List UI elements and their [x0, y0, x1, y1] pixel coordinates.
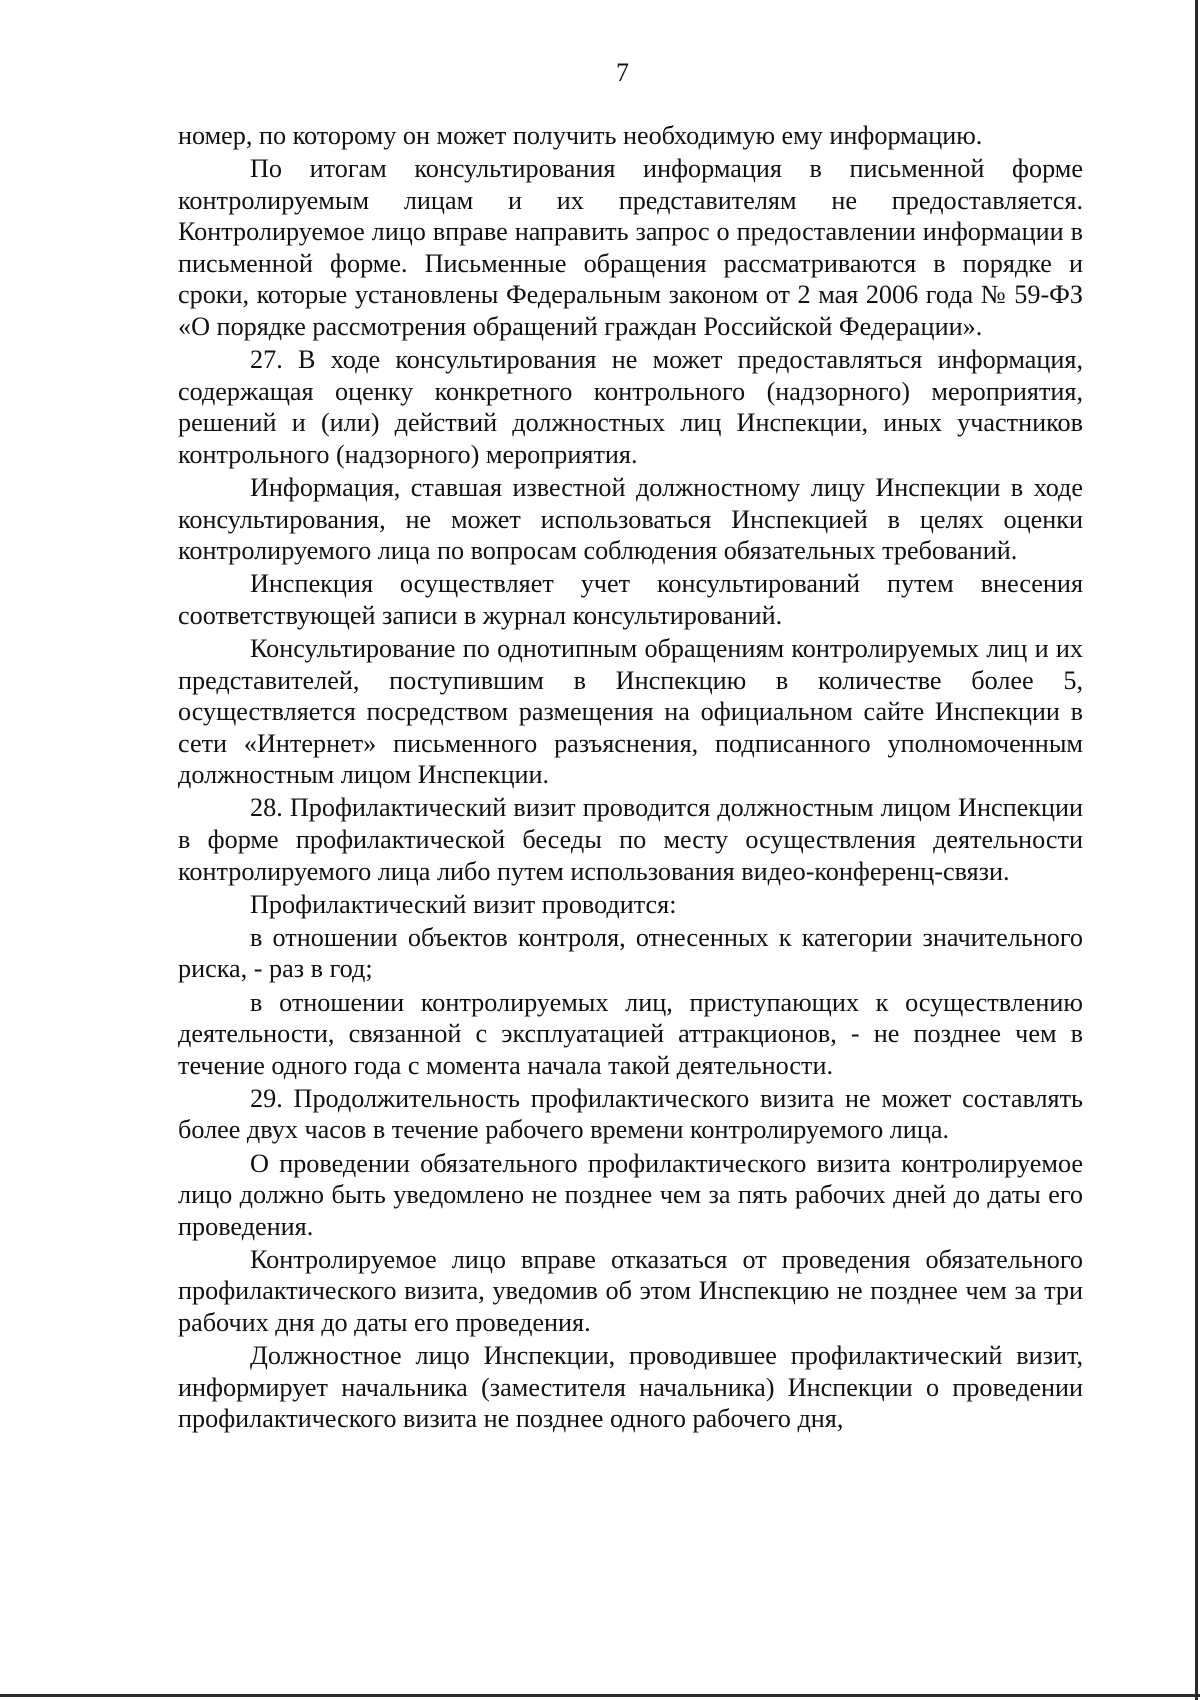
- paragraph-item-29: 29. Продолжительность профилактического визита не может составлять более двух часов в течение рабочего времени контролируемого лица.: [178, 1083, 1083, 1145]
- paragraph: По итогам консультирования информация в письменной форме контролируемым лицам и их представителям не предоставляется. Контролируемое лицо вправе направить запрос о предоставлении информации в письменной форме. Письменные обращения рассматриваются в порядке и сроки, которые установлены Федеральным законом от 2 мая 2006 года № 59-ФЗ «О порядке рассмотрения обращений граждан Российской Федерации».: [178, 154, 1083, 342]
- paragraph: Контролируемое лицо вправе отказаться от проведения обязательного профилактического визита, уведомив об этом Инспекцию не позднее чем за три рабочих дня до даты его проведения.: [178, 1244, 1083, 1337]
- scan-edge-right: [1195, 0, 1198, 1700]
- paragraph-item-27: 27. В ходе консультирования не может предоставляться информация, содержащая оценку конкретного контрольного (надзорного) мероприятия, решений и (или) действий должностных лиц Инспекции, иных участников контрольного (надзорного) мероприятия.: [178, 345, 1083, 469]
- paragraph: в отношении контролируемых лиц, приступающих к осуществлению деятельности, связанной с эксплуатацией аттракционов, - не позднее чем в течение одного года с момента начала такой деятельности.: [178, 987, 1083, 1080]
- paragraph: Консультирование по однотипным обращениям контролируемых лиц и их представителей, поступившим в Инспекцию в количестве более 5, осуществляется посредством размещения на официальном сайте Инспекции в сети «Интернет» письменного разъяснения, подписанного уполномоченным должностным лицом Инспекции.: [178, 634, 1083, 790]
- paragraph: в отношении объектов контроля, отнесенных к категории значительного риска, - раз в год;: [178, 922, 1083, 984]
- paragraph: Должностное лицо Инспекции, проводившее профилактический визит, информирует начальника (заместителя начальника) Инспекции о проведении профилактического визита не позднее одного рабочего дня,: [178, 1341, 1083, 1434]
- document-body: [178, 120, 1083, 1436]
- paragraph: Информация, ставшая известной должностному лицу Инспекции в ходе консультирования, не может использоваться Инспекцией в целях оценки контролируемого лица по вопросам соблюдения обязательных требований.: [178, 473, 1083, 566]
- paragraph-item-28: 28. Профилактический визит проводится должностным лицом Инспекции в форме профилактической беседы по месту осуществления деятельности контролируемого лица либо путем использования видео-конференц-связи.: [178, 793, 1083, 886]
- paragraph: Профилактический визит проводится:: [250, 889, 677, 919]
- paragraph: номер, по которому он может получить необходимую ему информацию.: [178, 121, 983, 150]
- paragraph: О проведении обязательного профилактического визита контролируемое лицо должно быть уведомлено не позднее чем за пять рабочих дней до даты его проведения.: [178, 1148, 1083, 1241]
- scan-edge-bottom: [0, 1694, 1200, 1697]
- paragraph: Инспекция осуществляет учет консультирований путем внесения соответствующей записи в журнал консультирований.: [178, 569, 1083, 630]
- page-number: 7: [616, 58, 629, 87]
